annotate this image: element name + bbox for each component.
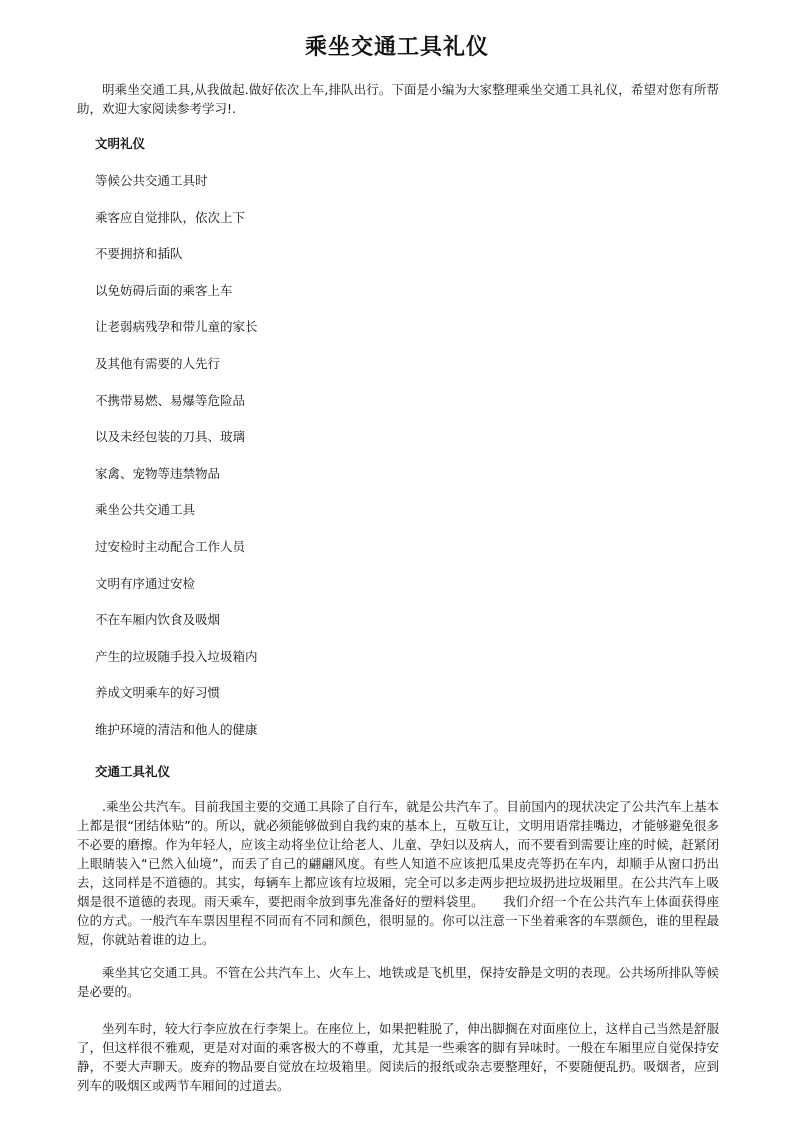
list-item: 以及未经包装的刀具、玻璃: [95, 429, 246, 445]
list-item: 过安检时主动配合工作人员: [95, 538, 246, 554]
paragraph-bus: .乘坐公共汽车。目前我国主要的交通工具除了自行车，就是公共汽车了。目前国内的现状决定了公共汽车上基本上都是很“团结体贴”的。所以，就必须能够做到自我约束的基本上，互敬互让，文明用语常挂嘴边，才能够避免很多不必要的磨擦。作为年轻人，应该主动将坐位让给老人、儿童、孕妇以及病人，而不要看到需要让座的时候，赶紧闭上眼睛装入“已然入仙境”，而丢了自己的翩翩风度。有些人知道不应该把瓜果皮壳等扔在车内，却顺手从窗口扔出去，这同样是不道德的。其实，每辆车上都应该有垃圾厢，完全可以多走两步把垃圾扔进垃圾厢里。在公共汽车上吸烟是很不道德的表现。雨天乘车，要把雨伞放到事先准备好的塑料袋里。 我们介绍一个在公共汽车上体面获得座位的方式。一般汽车车票因里程不同而有不同和颜色，很明显的。你可以注意一下坐着乘客的车票颜色，谁的里程最短，你就站着谁的边上。: [77, 799, 719, 947]
list-item: 文明有序通过安检: [95, 575, 196, 591]
list-item: 等候公共交通工具时: [95, 173, 208, 188]
etiquette-list: [95, 172, 258, 758]
section-heading-civilized-etiquette: 文明礼仪: [95, 136, 146, 151]
list-item: 乘坐公共交通工具: [95, 502, 196, 518]
list-item: 及其他有需要的人先行: [95, 355, 221, 371]
list-item: 家禽、宠物等违禁物品: [95, 465, 221, 481]
list-item: 不要拥挤和插队: [95, 246, 183, 262]
section-heading-transport-etiquette: 交通工具礼仪: [95, 764, 171, 779]
list-item: 不在车厢内饮食及吸烟: [95, 612, 221, 628]
intro-paragraph: 明乘坐交通工具,从我做起.做好依次上车,排队出行。下面是小编为大家整理乘坐交通工具礼仪，希望对您有所帮助，欢迎大家阅读参考学习!.: [77, 82, 719, 116]
paragraph-other-transport: 乘坐其它交通工具。不管在公共汽车上、火车上、地铁或是飞机里，保持安静是文明的表现。公共场所排队等候是必要的。: [77, 965, 719, 999]
paragraph-train: 坐列车时，较大行李应放在行李架上。在座位上，如果把鞋脱了，伸出脚搁在对面座位上，这样自己当然是舒服了，但这样很不雅观，更是对对面的乘客极大的不尊重，尤其是一些乘客的脚有异味时。一般在车厢里应自觉保持安静，不要大声聊天。废弃的物品要自觉放在垃圾箱里。阅读后的报纸或杂志要整理好，不要随便乱扔。吸烟者，应到列车的吸烟区或两节车厢间的过道去。: [77, 1021, 719, 1093]
list-item: 维护环境的清洁和他人的健康: [95, 721, 258, 737]
list-item: 以免妨碍后面的乘客上车: [95, 282, 233, 298]
list-item: 产生的垃圾随手投入垃圾箱内: [95, 648, 258, 664]
list-item: 养成文明乘车的好习惯: [95, 685, 221, 701]
page-title: 乘坐交通工具礼仪: [304, 35, 489, 60]
list-item: 让老弱病残孕和带儿童的家长: [95, 319, 258, 335]
list-item: 不携带易燃、易爆等危险品: [95, 392, 246, 408]
list-item: 乘客应自觉排队，依次上下: [95, 209, 246, 225]
